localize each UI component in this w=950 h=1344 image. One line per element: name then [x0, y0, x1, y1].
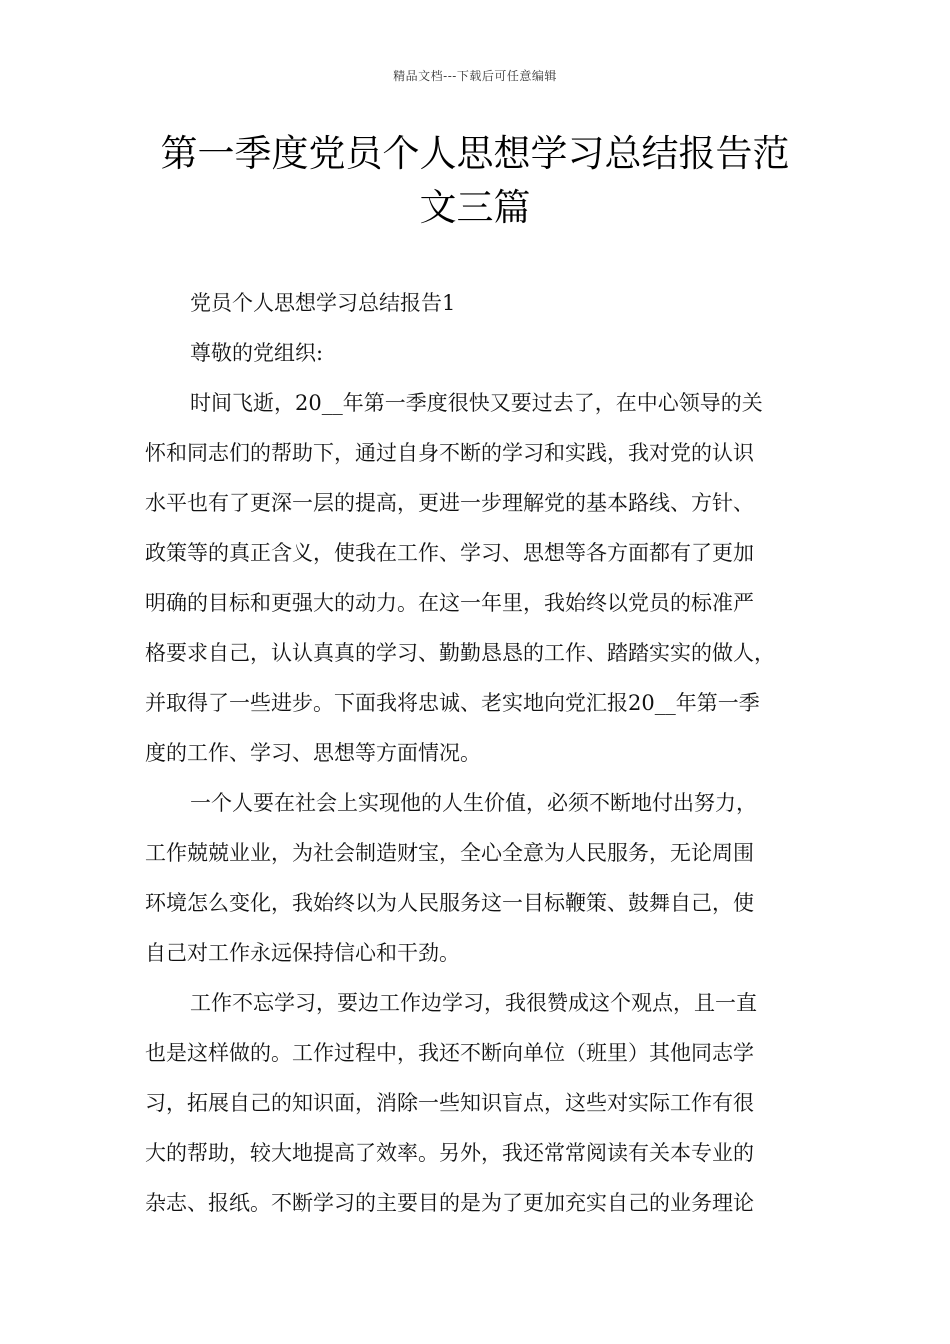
paragraph-line: 杂志、报纸。不断学习的主要目的是为了更加充实自己的业务理论 [145, 1191, 754, 1215]
paragraph-line: 水平也有了更深一层的提高，更进一步理解党的基本路线、方针、 [145, 491, 754, 515]
paragraph-line: 工作不忘学习，要边工作边学习，我很赞成这个观点，且一直 [190, 991, 757, 1015]
paragraph-line: 怀和同志们的帮助下，通过自身不断的学习和实践，我对党的认识 [145, 441, 754, 465]
title-line-1: 第一季度党员个人思想学习总结报告范 [160, 132, 790, 175]
paragraph-line: 工作兢兢业业，为社会制造财宝，全心全意为人民服务，无论周围 [145, 841, 754, 865]
paragraph-1 [145, 378, 820, 778]
paragraph-line: 明确的目标和更强大的动力。在这一年里，我始终以党员的标准严 [145, 591, 754, 615]
salutation: 尊敬的党组织: [190, 341, 324, 365]
paragraph-line: 并取得了一些进步。下面我将忠诚、老实地向党汇报20__年第一季 [145, 691, 760, 715]
document-title [120, 127, 830, 235]
paragraph-line: 度的工作、学习、思想等方面情况。 [145, 741, 481, 765]
paragraph-2 [145, 778, 820, 978]
paragraph-3 [145, 978, 820, 1228]
paragraph-line: 格要求自己，认认真真的学习、勤勤恳恳的工作、踏踏实实的做人， [145, 641, 775, 665]
paragraph-line: 自己对工作永远保持信心和干劲。 [145, 941, 460, 965]
paragraph-line: 也是这样做的。工作过程中，我还不断向单位（班里）其他同志学 [145, 1041, 754, 1065]
paragraph-line: 政策等的真正含义，使我在工作、学习、思想等各方面都有了更加 [145, 541, 754, 565]
paragraph-line: 一个人要在社会上实现他的人生价值，必须不断地付出努力， [190, 791, 757, 815]
header-note: 精品文档---下载后可任意编辑 [393, 69, 557, 83]
section-heading: 党员个人思想学习总结报告1 [190, 291, 456, 315]
paragraph-line: 环境怎么变化，我始终以为人民服务这一目标鞭策、鼓舞自己，使 [145, 891, 754, 915]
document-body [145, 278, 820, 1228]
paragraph-line: 时间飞逝，20__年第一季度很快又要过去了，在中心领导的关 [190, 391, 763, 415]
title-line-2: 文三篇 [419, 186, 531, 229]
paragraph-line: 习，拓展自己的知识面，消除一些知识盲点，这些对实际工作有很 [145, 1091, 754, 1115]
paragraph-line: 大的帮助，较大地提高了效率。另外，我还常常阅读有关本专业的 [145, 1141, 754, 1165]
